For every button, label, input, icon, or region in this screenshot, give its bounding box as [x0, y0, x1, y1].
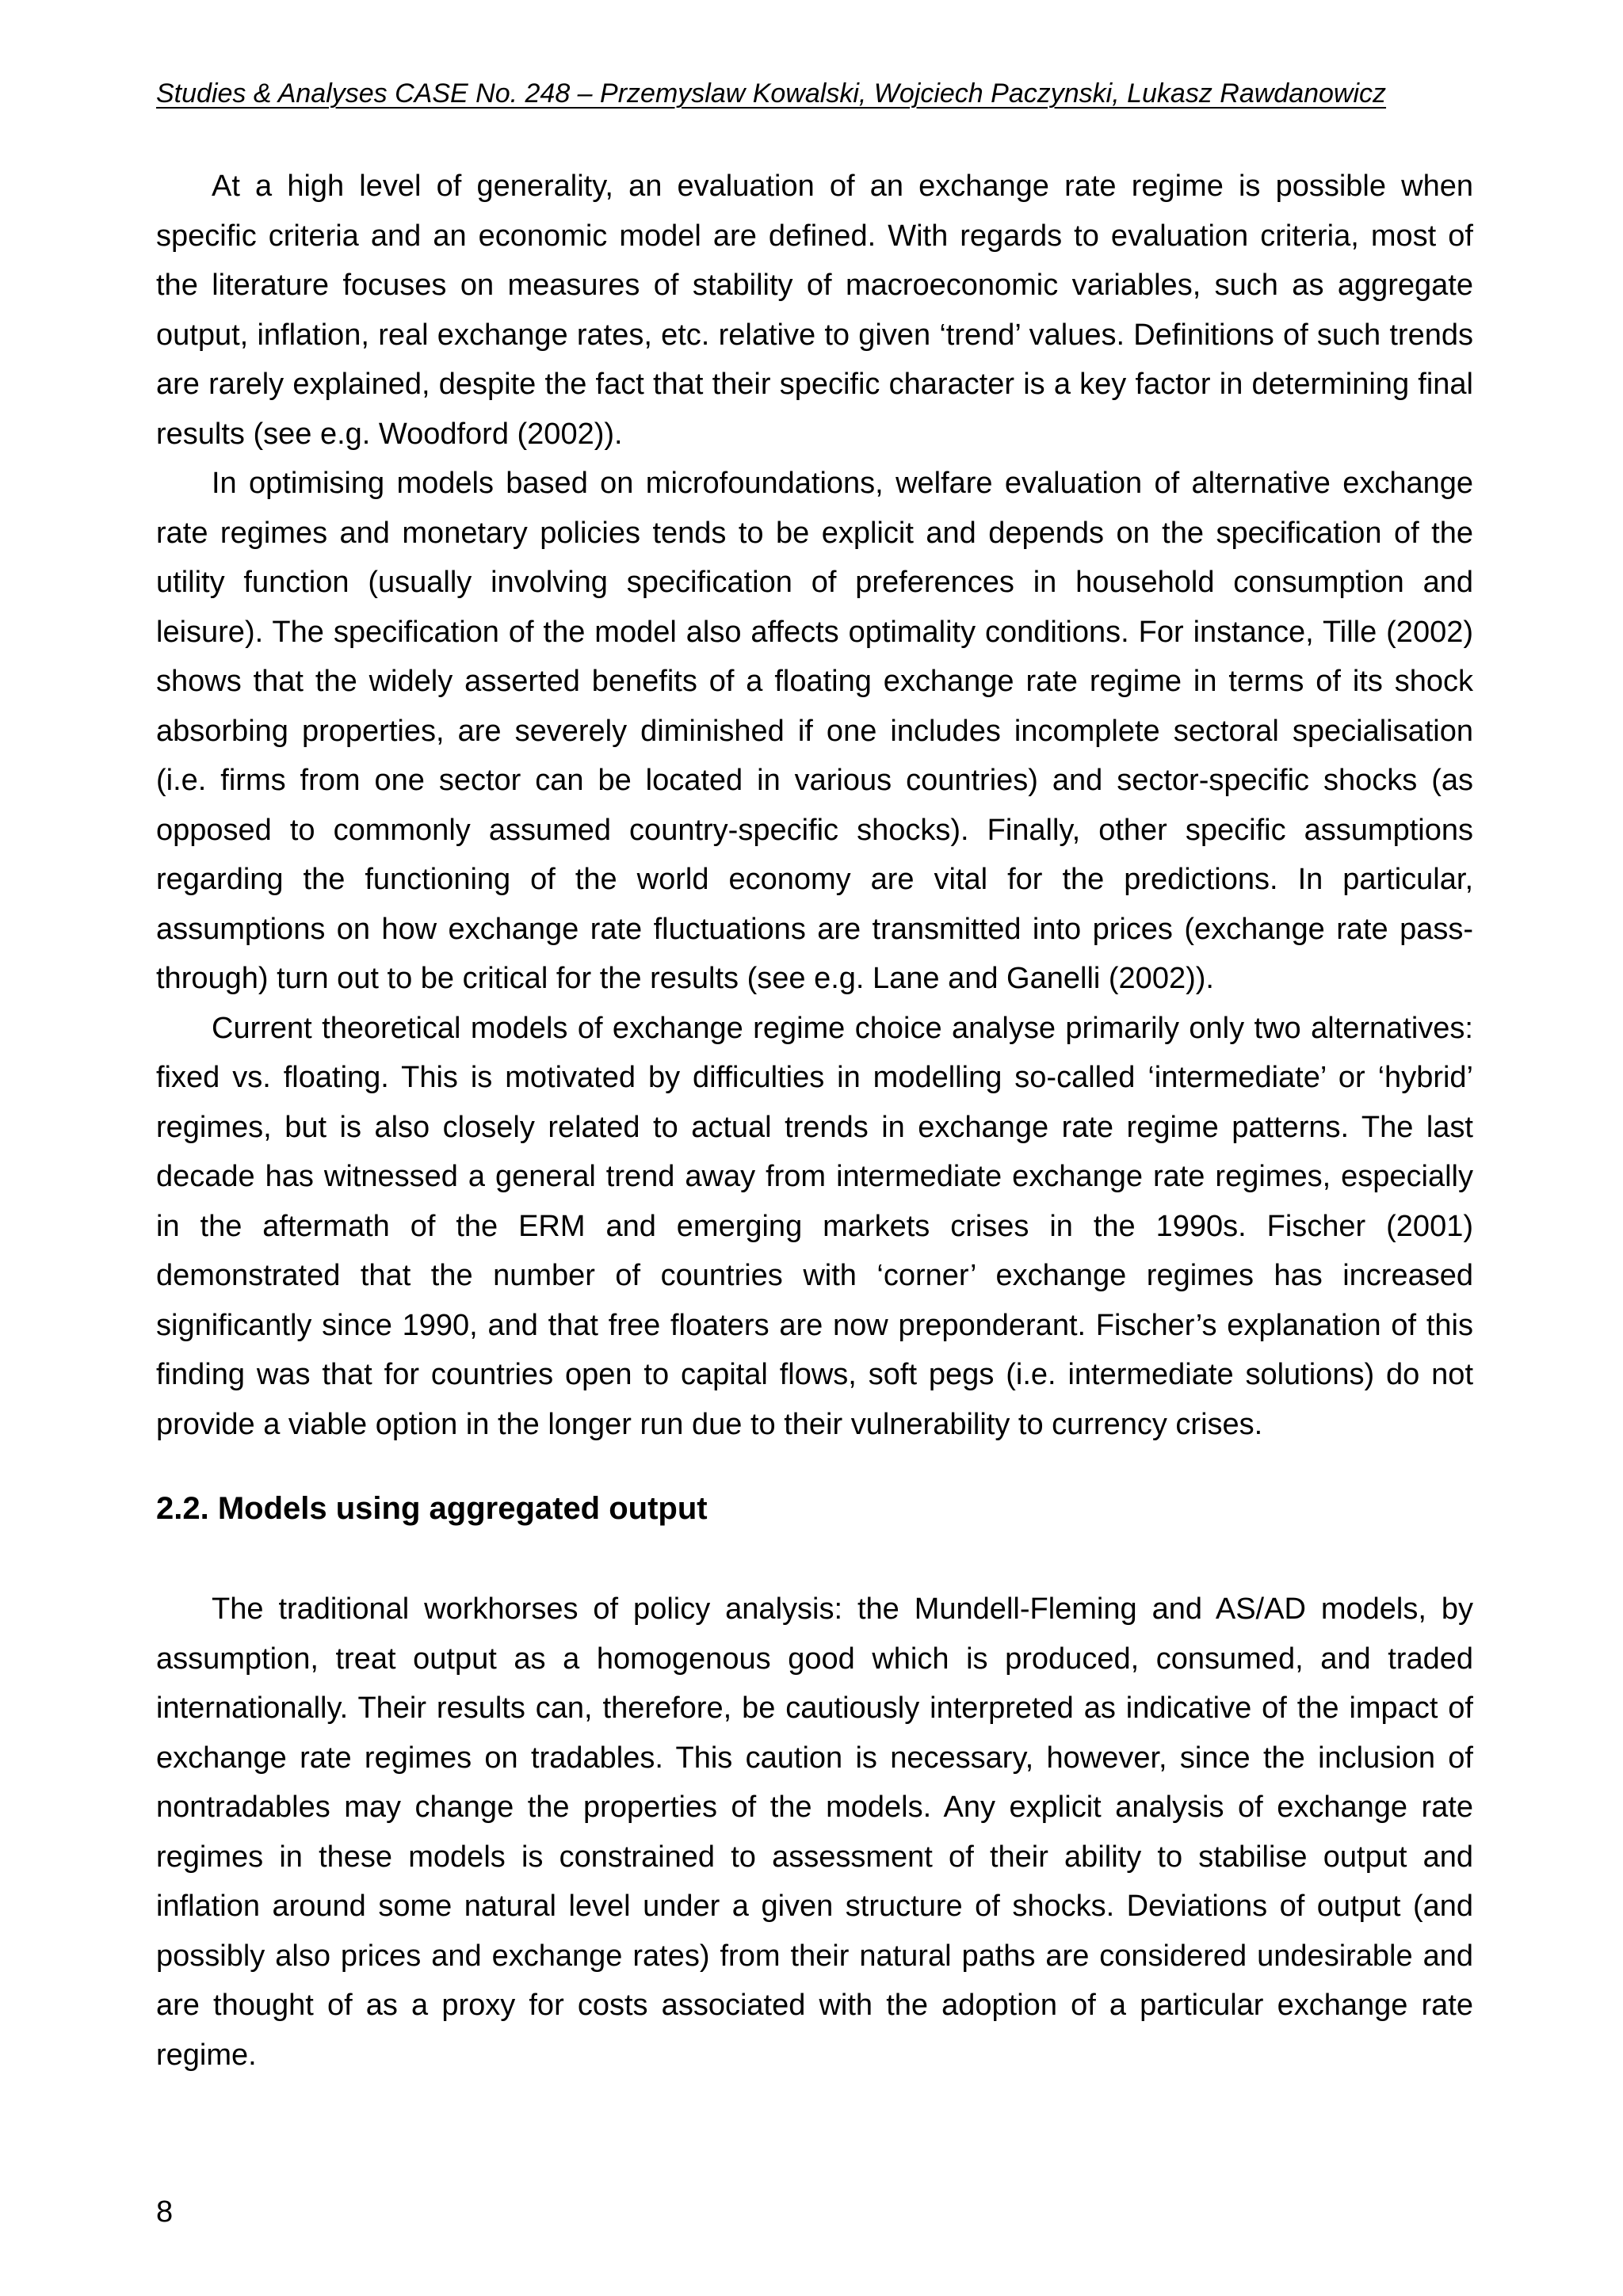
body-text-block-2: [156, 1585, 1473, 2080]
paragraph-evaluation-criteria: At a high level of generality, an evaluation of an exchange rate regime is possible when specific criteria and an economic model are defined. With regards to evaluation criteria, most of the literature focuses on measures of stability of macroeconomic variables, such as aggregate output, inflation, real exchange rates, etc. relative to given ‘trend’ values. Definitions of such trends are rarely explained, despite the fact that their specific character is a key factor in determining final results (see e.g. Woodford (2002)).: [156, 170, 1473, 451]
paragraph-regime-choice: Current theoretical models of exchange regime choice analyse primarily only two alternatives: fixed vs. floating. This is motivated by difficulties in modelling so-called ‘intermediate’ or ‘hybrid’ regimes, but is also closely related to actual trends in exchange rate regime patterns. The last decade has witnessed a general trend away from intermediate exchange rate regimes, especially in the aftermath of the ERM and emerging markets crises in the 1990s. Fischer (2001) demonstrated that the number of countries with ‘corner’ exchange regimes has increased significantly since 1990, and that free floaters are now preponderant. Fischer’s explanation of this finding was that for countries open to capital flows, soft pegs (i.e. intermediate solutions) do not provide a viable option in the longer run due to their vulnerability to currency crises.: [156, 1011, 1473, 1441]
body-text-block-1: [156, 162, 1473, 1449]
running-header: Studies & Analyses CASE No. 248 – Przemyslaw Kowalski, Wojciech Paczynski, Lukasz Rawdanowicz: [156, 78, 1387, 109]
paragraph-workhorses: The traditional workhorses of policy analysis: the Mundell-Fleming and AS/AD models, by assumption, treat output as a homogenous good which is produced, consumed, and traded internationally. Their results can, therefore, be cautiously interpreted as indicative of the impact of exchange rate regimes on tradables. This caution is necessary, however, since the inclusion of nontradables may change the properties of the models. Any explicit analysis of exchange rate regimes in these models is constrained to assessment of their ability to stabilise output and inflation around some natural level under a given structure of shocks. Deviations of output (and possibly also prices and exchange rates) from their natural paths are considered undesirable and are thought of as a proxy for costs associated with the adoption of a particular exchange rate regime.: [156, 1592, 1473, 2072]
paragraph-optimising-models: In optimising models based on microfoundations, welfare evaluation of alternative exchange rate regimes and monetary policies tends to be explicit and depends on the specification of the utility function (usually involving specification of preferences in household consumption and leisure). The specification of the model also affects optimality conditions. For instance, Tille (2002) shows that the widely asserted benefits of a floating exchange rate regime in terms of its shock absorbing properties, are severely diminished if one includes incomplete sectoral specialisation (i.e. firms from one sector can be located in various countries) and sector-specific shocks (as opposed to commonly assumed country-specific shocks). Finally, other specific assumptions regarding the functioning of the world economy are vital for the predictions. In particular, assumptions on how exchange rate fluctuations are transmitted into prices (exchange rate pass-through) turn out to be critical for the results (see e.g. Lane and Ganelli (2002)).: [156, 467, 1473, 995]
section-heading: 2.2. Models using aggregated output: [156, 1491, 708, 1526]
page-number: 8: [156, 2195, 174, 2229]
